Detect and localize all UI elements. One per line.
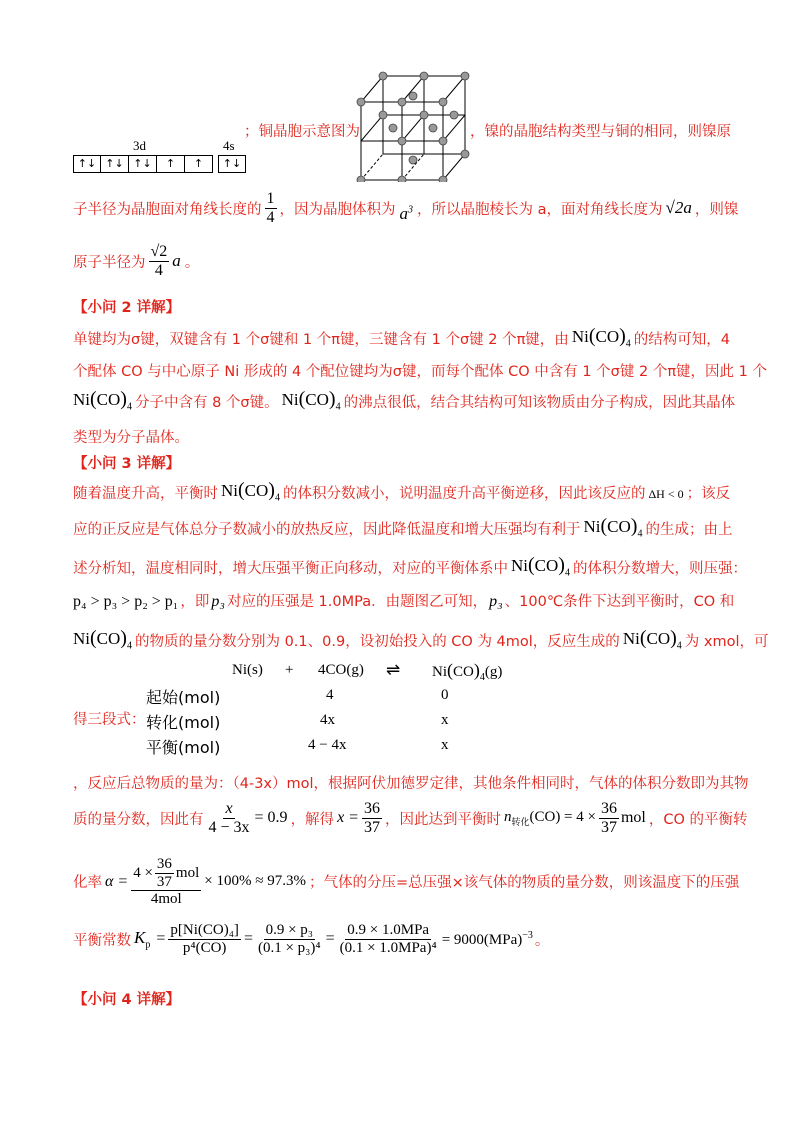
frac-den: (0.1 × p₃)⁴	[257, 939, 321, 956]
text: 的体积分数减小，说明温度升高平衡逆移，因此该反应的	[282, 486, 646, 503]
p3-line3	[73, 553, 747, 585]
orbital-4s-box	[218, 155, 246, 173]
var-n: n	[503, 808, 512, 825]
kp-result	[442, 930, 533, 949]
frac-num: 36	[600, 800, 617, 817]
frac-den: 4 − 3x	[208, 818, 250, 836]
ni: Ni	[221, 481, 238, 500]
var-k: K	[134, 927, 146, 947]
text: ；该反	[686, 486, 731, 503]
x-equals: x =	[337, 809, 359, 827]
rest: (CO) = 4 ×	[529, 808, 596, 825]
var-p3: p₃	[489, 593, 503, 610]
row-value-b: x	[441, 737, 449, 753]
fraction-x-over-4-3x	[207, 800, 252, 836]
section-header-q2: 【小问 2 详解】	[73, 300, 181, 316]
ni: Ni	[73, 390, 90, 409]
ni: Ni	[571, 327, 589, 346]
equals-0-9: = 0.9	[254, 809, 288, 827]
equation-arrow: ⇌	[386, 660, 401, 679]
kp-symbol	[134, 928, 150, 950]
p1-line1-after: ，镍的晶胞结构类型与铜的相同，则镍原	[470, 124, 731, 140]
sub4: 4	[126, 640, 132, 652]
cell-volume	[400, 204, 414, 224]
section-header-q3: 【小问 3 详解】	[73, 456, 181, 472]
frac-num: 0.9 × p₃	[265, 922, 314, 938]
frac-den: (0.1 × 1.0MPa)⁴	[339, 939, 437, 956]
orbital-box: ↑↓	[129, 155, 157, 173]
p3-line5	[73, 626, 769, 658]
fraction-kp-def	[168, 922, 241, 956]
ni: Ni	[622, 629, 640, 648]
formula-ni-co4: $Ni(CO)_4$	[73, 627, 132, 652]
diagonal-length: √2a	[665, 198, 692, 218]
p3-line1	[73, 478, 730, 510]
row-value-b: 0	[441, 687, 449, 703]
label-3d: 3d	[133, 138, 146, 153]
sub4: 4	[335, 401, 341, 413]
frac-num: x	[225, 800, 233, 817]
row-value-a: 4	[326, 687, 334, 703]
text: 子半径为晶胞面对角线长度的	[73, 201, 262, 218]
section-header-q4: 【小问 4 详解】	[73, 992, 181, 1008]
text: 的生成；由上	[645, 522, 733, 539]
text: 平衡常数	[73, 932, 131, 949]
text: ，所以晶胞棱长为 a，面对角线长度为	[417, 201, 663, 218]
fraction-kp-sub	[256, 922, 323, 956]
delta-h-lt-0: ΔH < 0	[648, 487, 684, 502]
p1-line1-before: ；铜晶胞示意图为	[244, 124, 360, 140]
orbital-box: ↑↓	[101, 155, 129, 173]
p1-line2	[73, 190, 738, 226]
sub: p	[145, 939, 151, 951]
p4-line2	[73, 800, 748, 836]
sub4: 4	[274, 492, 280, 504]
equation-4co: 4CO(g)	[318, 662, 364, 678]
formula-ni-co4: $Ni(CO)_4$	[571, 325, 631, 350]
text: ，CO 的平衡转	[648, 811, 748, 828]
ni: Ni	[583, 517, 601, 536]
row-value-a: 4 − 4x	[308, 737, 347, 753]
sub4: 4	[479, 672, 485, 683]
row-label: 转化(mol)	[146, 713, 221, 732]
sub: 转化	[511, 817, 530, 828]
orbital-box: ↑	[157, 155, 185, 173]
text: ，因此达到平衡时	[384, 811, 501, 828]
ni: Ni	[73, 629, 90, 648]
text: 。	[184, 254, 200, 271]
text: ，则镍	[694, 201, 739, 218]
row-value-a: 4x	[320, 712, 335, 728]
copper-crystal-cell-figure	[355, 70, 470, 182]
p4-line1: ，反应后总物质的量为：（4-3x）mol，根据阿伏加德罗定律，其他条件相同时，气体的体积分数即为其物	[73, 776, 749, 792]
text: 质的量分数，因此有	[73, 811, 204, 828]
unit-mol: mol	[175, 864, 200, 881]
formula-ni-co4: $Ni(CO)_4$	[281, 388, 341, 413]
co: CO	[305, 390, 329, 409]
text: 对应的压强是 1.0MPa．由题图乙可知，	[226, 594, 488, 610]
frac-den: 37	[363, 818, 380, 836]
p2-line1	[73, 324, 730, 356]
text: 。	[534, 932, 550, 949]
text: 随着温度升高，平衡时	[73, 486, 218, 503]
label-4s: 4s	[223, 138, 235, 153]
formula-ni-co4: $Ni(CO)_4$	[221, 479, 280, 504]
fraction-conversion	[131, 856, 201, 908]
formula-ni-co4: $Ni(CO)_4$	[511, 554, 570, 579]
frac-num	[131, 856, 201, 891]
row-label: 平衡(mol)	[146, 738, 221, 757]
text: 应的正反应是气体总分子数减小的放热反应，因此降低温度和增大压强均有利于	[73, 522, 581, 539]
p2-line3	[73, 387, 735, 419]
alpha-equals: α =	[105, 872, 129, 890]
co: CO	[646, 629, 671, 648]
sub4: 4	[625, 338, 631, 350]
equals: =	[325, 930, 335, 947]
frac-num: p[Ni(CO)₄]	[170, 922, 239, 938]
sub4: 4	[564, 567, 570, 579]
co: CO	[534, 556, 559, 575]
var-a: a	[172, 251, 181, 271]
text: 述分析知，温度相同时，增大压强平衡正向移动，对应的平衡体系中	[73, 561, 508, 578]
row-label: 起始(mol)	[146, 688, 221, 707]
ni: Ni	[281, 390, 299, 409]
p3-line2	[73, 514, 732, 546]
orbital-box: ↑↓	[73, 155, 101, 173]
unit-mol: mol	[620, 809, 646, 827]
equation-plus: +	[285, 662, 294, 678]
equals: =	[243, 930, 253, 947]
sub4: 4	[676, 640, 682, 652]
frac-den: 37	[156, 873, 172, 890]
text: ，因为晶胞体积为	[279, 201, 396, 218]
formula-ni-co4: $Ni(CO)_4$	[622, 627, 682, 652]
frac-den: 4	[154, 261, 163, 279]
p2-line4: 类型为分子晶体。	[73, 430, 189, 446]
pressure-inequality: p₄ > p₃ > p₂ > p₁	[73, 593, 179, 610]
co: CO	[607, 517, 631, 536]
co: CO	[453, 664, 474, 680]
equals: =	[156, 930, 166, 947]
fraction-36-37	[155, 856, 174, 890]
fraction-kp-values	[338, 922, 439, 956]
frac-num: 36	[156, 856, 172, 872]
frac-den: 4	[266, 208, 275, 226]
frac-den: 37	[600, 818, 617, 836]
sub4: 4	[126, 401, 132, 413]
value: = 9000(MPa)	[441, 931, 523, 948]
frac-num: 0.9 × 1.0MPa	[347, 922, 430, 938]
equation-ni: Ni(s)	[232, 662, 263, 678]
ni: Ni	[511, 556, 528, 575]
co: CO	[96, 629, 121, 648]
p2-line2: 个配体 CO 与中心原子 Ni 形成的 4 个配位键均为σ键，而每个配体 CO 中含有 1 个σ键 2 个π键，因此 1 个	[73, 364, 767, 380]
fraction-sqrt2-over-4	[149, 243, 170, 279]
frac-num: 36	[363, 800, 380, 817]
row-value-b: x	[441, 712, 449, 728]
frac-num: √2	[150, 243, 168, 260]
co: CO	[96, 390, 121, 409]
text: 分子中含有 8 个σ键。	[134, 395, 279, 412]
equation-product: $Ni(CO)_4(g)$	[432, 660, 503, 683]
orbital-box: ↑	[185, 155, 213, 173]
sub4: 4	[637, 528, 643, 540]
four-times: 4 ×	[133, 864, 153, 881]
text: 的体积分数增大，则压强：	[572, 561, 747, 578]
text: 的物质的量分数分别为 0.1、0.9，设初始投入的 CO 为 4mol，反应生成的	[134, 634, 620, 651]
text: 为 xmol，可	[684, 634, 769, 651]
orbital-box: ↑↓	[218, 155, 246, 173]
p4-line4	[73, 922, 549, 956]
three-stage-lead: 得三段式：	[73, 712, 146, 728]
frac-den: p⁴(CO)	[182, 939, 227, 956]
text: ；气体的分压=总压强×该气体的物质的量分数，则该温度下的压强	[308, 875, 740, 892]
co: CO	[595, 327, 620, 346]
var-p3: p₃	[211, 593, 225, 610]
text: 、100℃条件下达到平衡时，CO 和	[504, 594, 735, 610]
p1-line3	[73, 243, 199, 279]
n-converted	[504, 809, 596, 828]
co: CO	[244, 481, 269, 500]
text: 化率	[73, 875, 102, 892]
ni: Ni	[432, 664, 447, 680]
text: 的结构可知，4	[633, 332, 731, 349]
fraction-36-37	[599, 800, 619, 836]
text: 原子半径为	[73, 254, 146, 271]
exp: 3	[408, 204, 413, 216]
text: 单键均为σ键，双键含有 1 个σ键和 1 个π键，三键含有 1 个σ键 2 个π键，由	[73, 332, 569, 349]
conversion-result: × 100% ≈ 97.3%	[204, 873, 306, 890]
orbital-3d-boxes	[73, 155, 213, 173]
fraction-36-37	[362, 800, 382, 836]
p3-line4	[73, 590, 734, 614]
formula-ni-co4: $Ni(CO)_4$	[73, 388, 132, 413]
p4-line3	[73, 856, 739, 908]
fraction-one-quarter	[265, 190, 277, 226]
exp: −3	[522, 929, 533, 941]
text: 的沸点很低，结合其结构可知该物质由分子构成，因此其晶体	[343, 395, 736, 412]
text: ，即	[180, 594, 210, 610]
text: ，解得	[290, 811, 335, 828]
frac-den: 4mol	[150, 891, 182, 907]
var-a: a	[399, 204, 408, 224]
formula-ni-co4: $Ni(CO)_4$	[583, 515, 643, 540]
frac-num: 1	[266, 190, 275, 207]
phase: (g)	[484, 664, 503, 680]
